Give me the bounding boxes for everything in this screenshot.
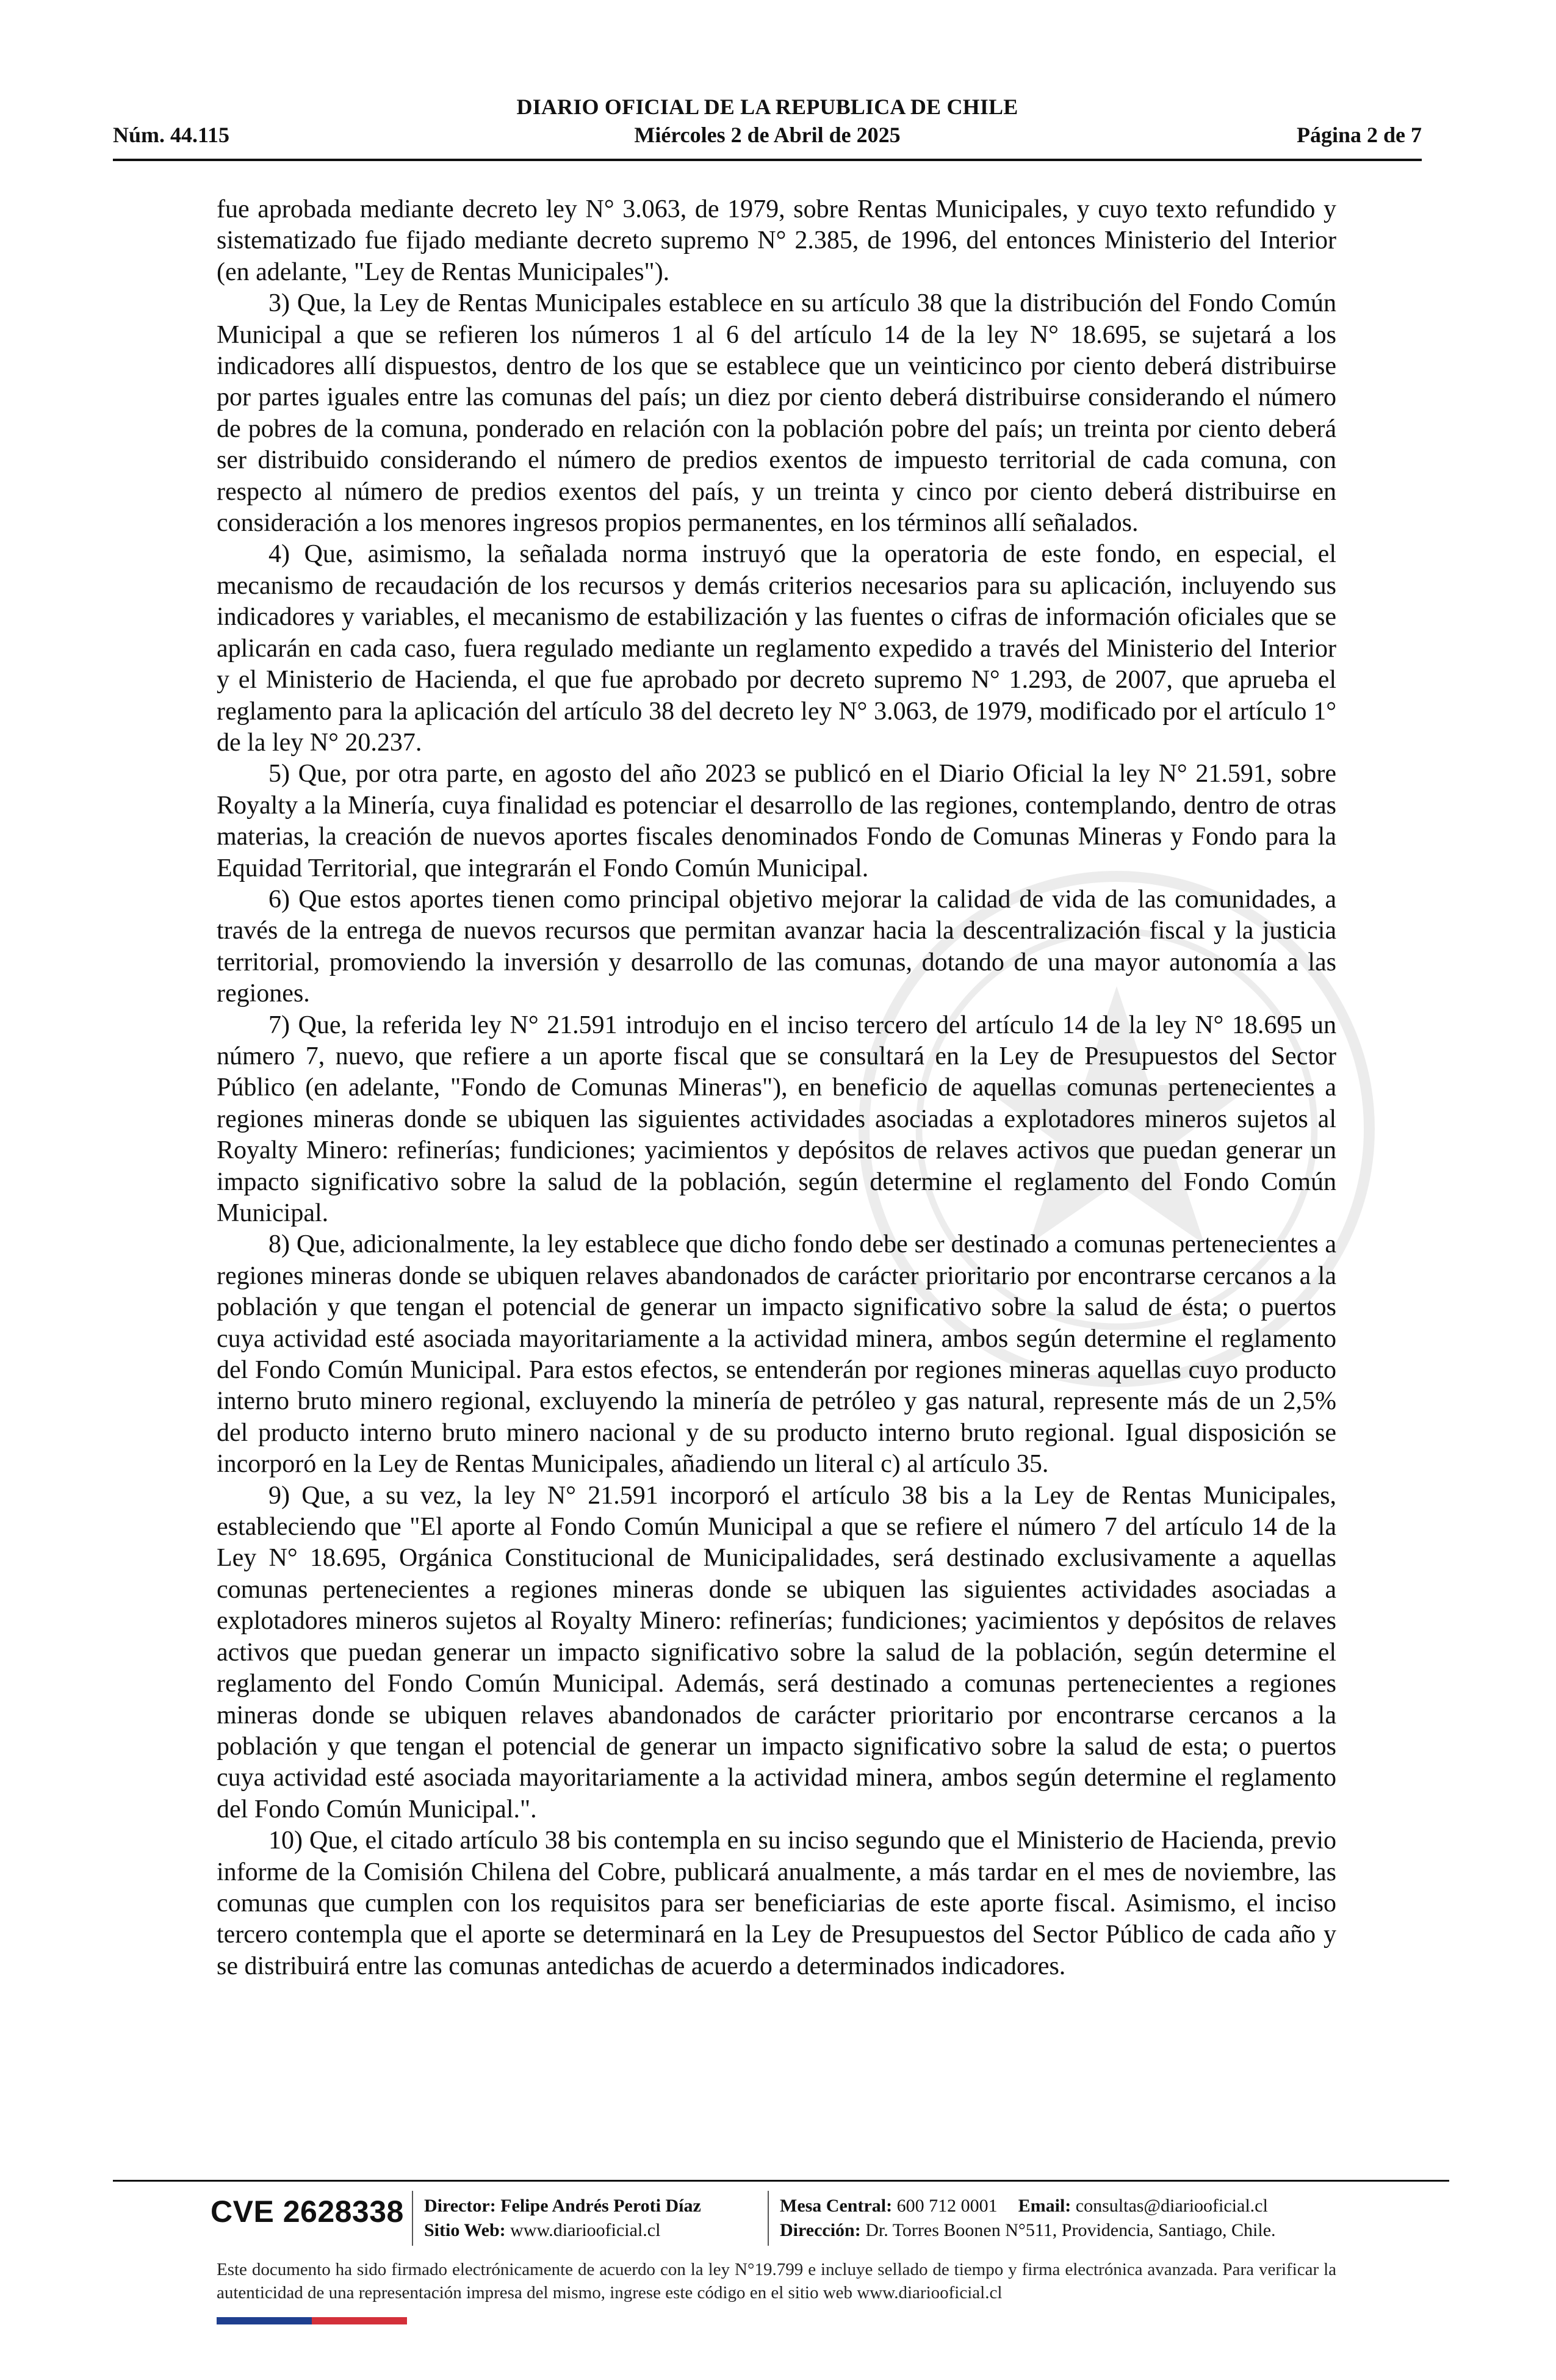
- paragraph-10: 10) Que, el citado artículo 38 bis contempla en su inciso segundo que el Ministerio de Hacienda, previo informe de la Comisión Chilena del Cobre, publicará anualmente, a más tardar en el mes de noviembre, las comunas que cumplen con los requisitos para ser beneficiarias de este aporte fiscal. Asimismo, el inciso tercero contempla que el aporte se determinará en la Ley de Presupuestos del Sector Público de cada año y se distribuirá entre las comunas antedichas de acuerdo a determinados indicadores.: [217, 1826, 1336, 1980]
- document-body: [217, 194, 1336, 1982]
- mesa-phone: 600 712 0001: [896, 2196, 998, 2216]
- gazette-title: DIARIO OFICIAL DE LA REPUBLICA DE CHILE: [516, 95, 1018, 119]
- legal-notice: Este documento ha sido firmado electrónicamente de acuerdo con la ley N°19.799 e incluye sellado de tiempo y firma electrónica avanzada. Para verificar la autenticidad de una representación impresa del mismo, ingrese este código en el sitio web www.diariooficial.cl: [217, 2260, 1336, 2302]
- page-header: [113, 92, 1422, 161]
- cve-code: CVE 2628338: [211, 2194, 404, 2229]
- email-link[interactable]: consultas@diariooficial.cl: [1075, 2196, 1268, 2216]
- email-label: Email:: [1018, 2196, 1072, 2216]
- address-text: Dr. Torres Boonen N°511, Providencia, Santiago, Chile.: [865, 2220, 1276, 2240]
- director-label: Director:: [424, 2196, 496, 2216]
- paragraph-3: 3) Que, la Ley de Rentas Municipales establece en su artículo 38 que la distribución del Fondo Común Municipal a que se refieren los números 1 al 6 del artículo 14 de la ley N° 18.695, se sujetará a los indicadores allí dispuestos, dentro de los que se establece que un veinticinco por ciento deberá distribuirse por partes iguales entre las comunas del país; un diez por ciento deberá distribuirse considerando el número de pobres de la comuna, ponderado en relación con la población pobre del país; un treinta por ciento deberá ser distribuido considerando el número de predios exentos de impuesto territorial de cada comuna, con respecto al número de predios exentos del país, y un treinta y cinco por ciento deberá distribuirse en consideración a los menores ingresos propios permanentes, en los términos allí señalados.: [217, 289, 1336, 538]
- issue-date: Miércoles 2 de Abril de 2025: [634, 123, 901, 147]
- footer-contact-block: [780, 2194, 1276, 2243]
- paragraph-5: 5) Que, por otra parte, en agosto del año 2023 se publicó en el Diario Oficial la ley N° 21.591, sobre Royalty a la Minería, cuya finalidad es potenciar el desarrollo de las regiones, contemplando, dentro de otras materias, la creación de nuevos aportes fiscales denominados Fondo de Comunas Mineras y Fondo para la Equidad Territorial, que integrarán el Fondo Común Municipal.: [217, 760, 1336, 882]
- director-name: Felipe Andrés Peroti Díaz: [500, 2196, 701, 2216]
- address-label: Dirección:: [780, 2220, 861, 2240]
- paragraph-9: 9) Que, a su vez, la ley N° 21.591 incorporó el artículo 38 bis a la Ley de Rentas Municipales, estableciendo que "El aporte al Fondo Común Municipal a que se refiere el número 7 del artículo 14 de la Ley N° 18.695, Orgánica Constitucional de Municipalidades, será destinado exclusivamente a aquellas comunas pertenecientes a regiones mineras donde se ubiquen las siguientes actividades asociadas a explotadores mineros sujetos al Royalty Minero: refinerías; fundiciones; yacimientos y depósitos de relaves activos que puedan generar un impacto significativo sobre la salud de la población, según determine el reglamento del Fondo Común Municipal. Además, será destinado a comunas pertenecientes a regiones mineras donde se ubiquen relaves abandonados de carácter prioritario por encontrarse cercanos a la población y que tengan el potencial de generar un impacto significativo sobre la salud de esta; o puertos cuya actividad esté asociada mayoritariamente a la actividad minera, ambos según determine el reglamento del Fondo Común Municipal.".: [217, 1481, 1336, 1823]
- flag-stripe: [217, 2317, 407, 2324]
- flag-blue-stripe: [217, 2317, 312, 2324]
- footer-separator: [768, 2191, 769, 2246]
- paragraph-continuation: fue aprobada mediante decreto ley N° 3.063, de 1979, sobre Rentas Municipales, y cuyo texto refundido y sistematizado fue fijado mediante decreto supremo N° 2.385, de 1996, del entonces Ministerio del Interior (en adelante, "Ley de Rentas Municipales").: [217, 195, 1336, 286]
- mesa-label: Mesa Central:: [780, 2196, 893, 2216]
- page-indicator: Página 2 de 7: [1296, 123, 1422, 147]
- issue-number: Núm. 44.115: [113, 123, 230, 147]
- paragraph-4: 4) Que, asimismo, la señalada norma instruyó que la operatoria de este fondo, en especial, el mecanismo de recaudación de los recursos y demás criterios necesarios para su aplicación, incluyendo sus indicadores y variables, el mecanismo de estabilización y las fuentes o cifras de información oficiales que se aplicarán en cada caso, fuera regulado mediante un reglamento expedido a través del Ministerio del Interior y el Ministerio de Hacienda, el que fue aprobado por decreto supremo N° 1.293, de 2007, que aprueba el reglamento para la aplicación del artículo 38 del decreto ley N° 3.063, de 1979, modificado por el artículo 1° de la ley N° 20.237.: [217, 540, 1336, 757]
- paragraph-8: 8) Que, adicionalmente, la ley establece que dicho fondo debe ser destinado a comunas pertenecientes a regiones mineras donde se ubiquen relaves abandonados de carácter prioritario por encontrarse cercanos a la población y que tengan el potencial de generar un impacto significativo sobre la salud de ésta; o puertos cuya actividad esté asociada mayoritariamente a la actividad minera, ambos según determine el reglamento del Fondo Común Municipal. Para estos efectos, se entenderán por regiones mineras aquellas cuyo producto interno bruto minero regional, excluyendo la minería de petróleo y gas natural, represente más de un 2,5% del producto interno bruto minero nacional y de su producto interno bruto regional. Igual disposición se incorporó en la Ley de Rentas Municipales, añadiendo un literal c) al artículo 35.: [217, 1230, 1336, 1479]
- footer-director-block: [424, 2194, 701, 2243]
- footer-divider: [113, 2180, 1449, 2182]
- flag-red-stripe: [312, 2317, 407, 2324]
- site-link[interactable]: www.diariooficial.cl: [510, 2220, 661, 2240]
- footer-separator: [412, 2191, 413, 2246]
- paragraph-6: 6) Que estos aportes tienen como principal objetivo mejorar la calidad de vida de las comunidades, a través de la entrega de nuevos recursos que permitan avanzar hacia la descentralización fiscal y la justicia territorial, promoviendo la inversión y desarrollo de las comunas, dotando de una mayor autonomía a las regiones.: [217, 885, 1336, 1008]
- paragraph-7: 7) Que, la referida ley N° 21.591 introdujo en el inciso tercero del artículo 14 de la ley N° 18.695 un número 7, nuevo, que refiere a un aporte fiscal que se consultará en la Ley de Presupuestos del Sector Público (en adelante, "Fondo de Comunas Mineras"), en beneficio de aquellas comunas pertenecientes a regiones mineras donde se ubiquen las siguientes actividades asociadas a explotadores mineros sujetos al Royalty Minero: refinerías; fundiciones; yacimientos y depósitos de relaves activos que puedan generar un impacto significativo sobre la salud de la población, según determine el reglamento del Fondo Común Municipal.: [217, 1011, 1336, 1227]
- site-label: Sitio Web:: [424, 2220, 506, 2240]
